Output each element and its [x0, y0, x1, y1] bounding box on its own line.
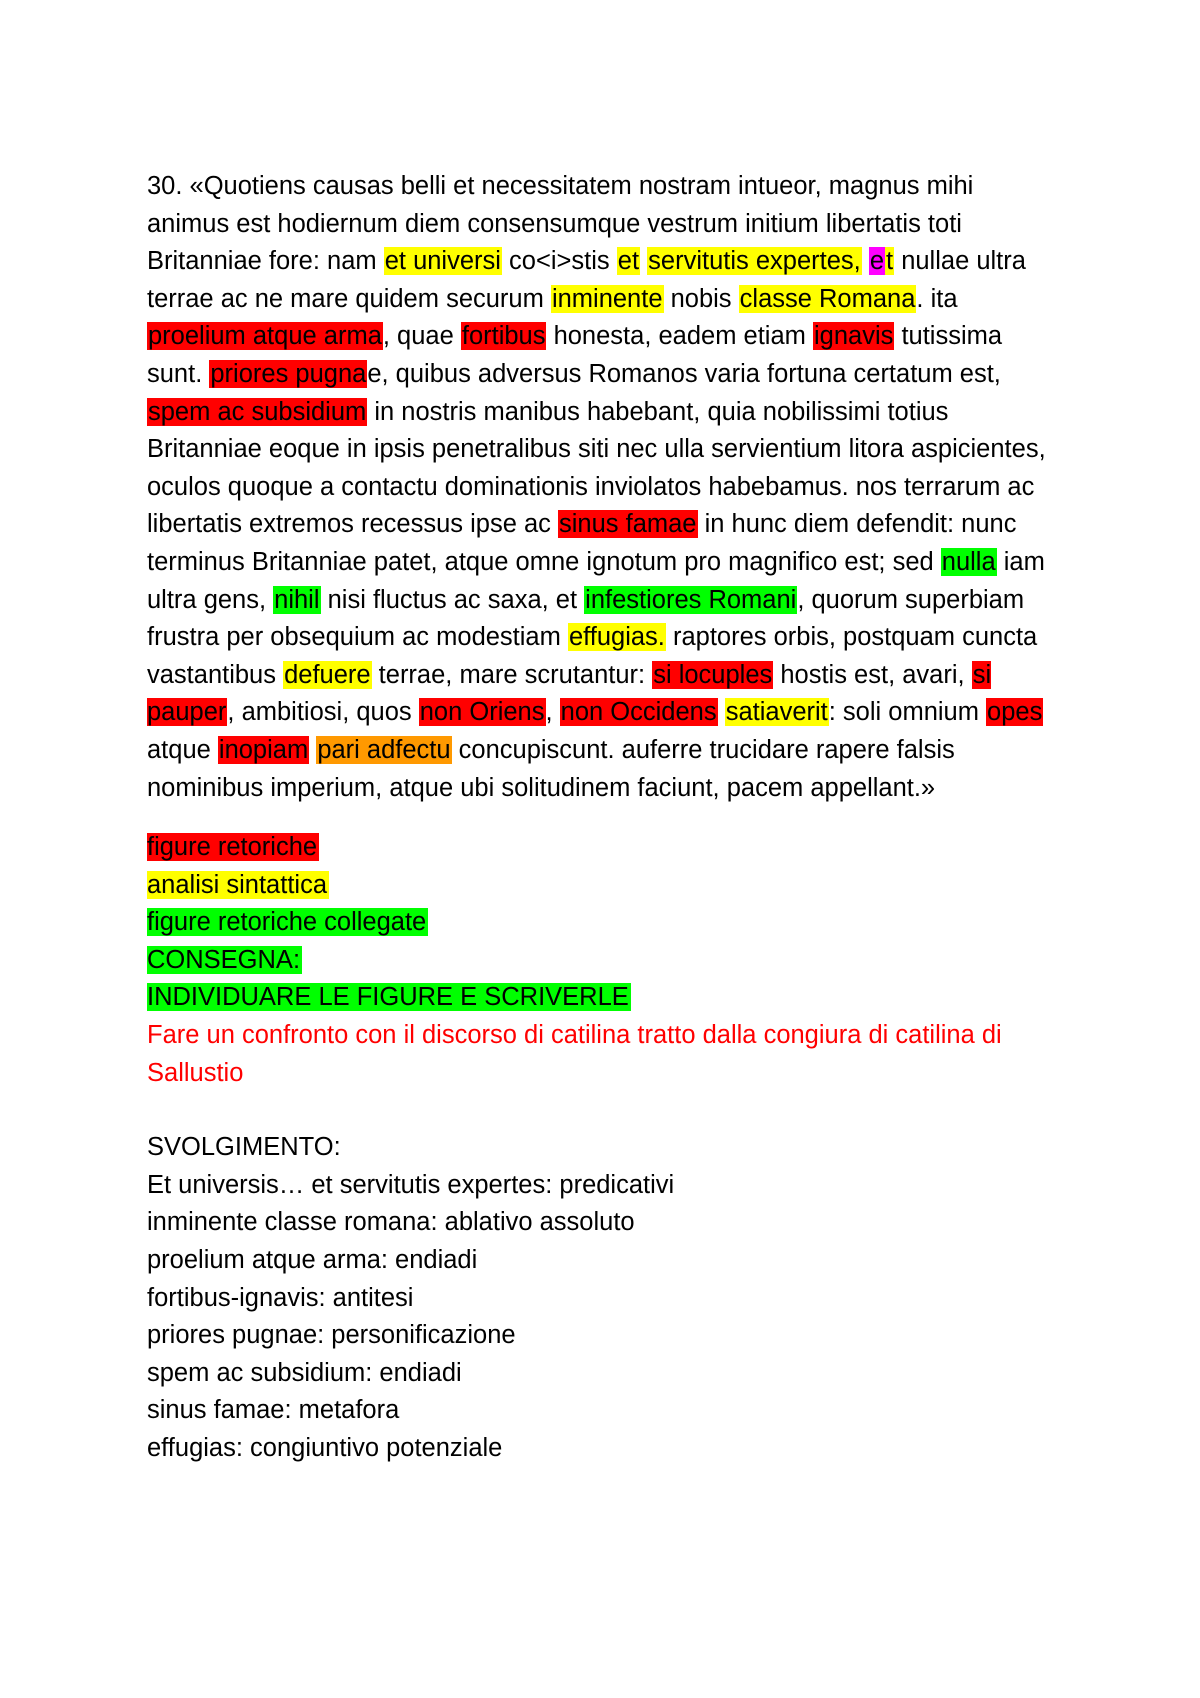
- passage-text-run: concupiscunt. auferre trucidare rapere falsis nominibus imperium, atque ubi solitudinem faciunt, pacem appellant.»: [147, 735, 955, 802]
- solution-section: [147, 1129, 1047, 1467]
- passage-text-run: in nostris manibus habebant, quia nobilissimi totius Britanniae eoque in ipsis penetralibus siti nec ulla servientium litora aspicientes, oculos quoque a contactu dominationis inviolatos habebamus. nos terrarum ac libertatis extremos recessus ipse ac: [147, 397, 1046, 539]
- passage-text-run: nullae ultra terrae ac ne mare quidem securum: [147, 247, 1026, 313]
- highlight-yellow: classe Romana: [739, 284, 916, 313]
- highlight-yellow: effugias.: [568, 623, 665, 652]
- solution-item: priores pugnae: personificazione: [147, 1321, 516, 1350]
- highlight-red: si pauper: [147, 660, 992, 727]
- highlight-red: si locuples: [653, 660, 773, 689]
- solution-item: effugias: congiuntivo potenziale: [147, 1434, 503, 1462]
- highlight-red: proelium atque arma: [148, 322, 382, 351]
- passage-text-run: raptores orbis, postquam cuncta vastantibus: [147, 623, 1038, 689]
- highlight-yellow: defuere: [284, 660, 371, 689]
- passage-text-run: atque: [147, 735, 218, 764]
- passage-text-run: , ambitiosi, quos: [227, 698, 419, 727]
- passage-text-run: honesta, eadem etiam: [546, 322, 813, 351]
- solution-item: Et universis… et servitutis expertes: predicativi: [147, 1170, 675, 1199]
- legend-linked-figures: figure retoriche collegate: [147, 908, 427, 937]
- solution-item: fortibus-ignavis: antitesi: [147, 1283, 414, 1312]
- solution-title: SVOLGIMENTO:: [147, 1133, 341, 1162]
- highlight-red: non Occidens: [560, 698, 717, 727]
- assignment-text: INDIVIDUARE LE FIGURE E SCRIVERLE: [147, 983, 629, 1012]
- highlight-red: fortibus: [461, 322, 546, 351]
- assignment-title: CONSEGNA:: [147, 945, 301, 974]
- highlight-red: opes: [987, 698, 1043, 727]
- passage-text-run: , quorum superbiam frustra per obsequium ac modestiam: [147, 585, 1025, 652]
- passage-text-run: : soli omnium: [828, 698, 987, 727]
- highlight-red: inopiam: [218, 735, 309, 764]
- highlight-yellow: t: [886, 247, 894, 276]
- passage-text-run: ,: [545, 698, 560, 727]
- highlight-green: nihil: [274, 585, 320, 614]
- passage-text-run: iam ultra gens,: [147, 547, 1045, 614]
- highlight-magenta: e: [869, 247, 885, 276]
- highlight-yellow: satiaverit: [725, 698, 828, 727]
- passage-paragraph: [147, 168, 1047, 807]
- passage-text-run: co<i>stis: [501, 247, 617, 276]
- document-page: [147, 168, 1047, 1468]
- passage-text-run: 30. «Quotiens causas belli et necessitatem nostram intueor, magnus mihi animus est hodiernum diem consensumque vestrum initium libertatis toti Britanniae fore: nam: [147, 172, 974, 276]
- passage-text-run: e, quibus adversus Romanos varia fortuna certatum est,: [367, 359, 1001, 388]
- highlight-red: spem ac subsidium: [148, 397, 367, 426]
- color-legend: [147, 829, 1047, 1017]
- comparison-note: Fare un confronto con il discorso di catilina tratto dalla congiura di catilina di Sallustio: [147, 1021, 1002, 1087]
- solution-item: proelium atque arma: endiadi: [147, 1246, 478, 1275]
- passage-text-run: terrae, mare scrutantur:: [371, 660, 653, 689]
- highlight-red: sinus famae: [559, 510, 697, 539]
- solution-item: sinus famae: metafora: [147, 1396, 400, 1425]
- passage-text-run: in hunc diem defendit: nunc terminus Britanniae patet, atque omne ignotum pro magnifico est; sed: [147, 510, 1017, 576]
- solution-item: inminente classe romana: ablativo assoluto: [147, 1208, 635, 1237]
- highlight-red: ignavis: [813, 322, 894, 351]
- latin-passage: [147, 168, 1047, 807]
- passage-text-run: tutissima sunt.: [147, 322, 1003, 388]
- highlight-yellow: et: [617, 247, 640, 276]
- highlight-yellow: servitutis expertes,: [648, 247, 861, 276]
- highlight-red: non Oriens: [419, 698, 545, 727]
- passage-text-run: . ita: [916, 284, 958, 313]
- passage-text-run: , quae: [382, 322, 461, 351]
- highlight-green: nulla: [941, 547, 996, 576]
- passage-text-run: hostis est, avari,: [773, 660, 972, 689]
- passage-text-run: nisi fluctus ac saxa, et: [320, 585, 585, 614]
- passage-text-run: [862, 247, 869, 275]
- legend-rhetorical-figures: figure retoriche: [147, 833, 318, 862]
- highlight-yellow: inminente: [551, 284, 663, 313]
- highlight-yellow: et universi: [384, 247, 501, 276]
- passage-text-run: [718, 698, 725, 726]
- solution-item: spem ac subsidium: endiadi: [147, 1358, 462, 1387]
- passage-text-run: nobis: [663, 284, 739, 313]
- highlight-red: priores pugna: [210, 359, 367, 388]
- highlight-green: infestiores Romani: [585, 585, 797, 614]
- highlight-orange: pari adfectu: [317, 735, 451, 764]
- legend-syntax-analysis: analisi sintattica: [147, 870, 328, 899]
